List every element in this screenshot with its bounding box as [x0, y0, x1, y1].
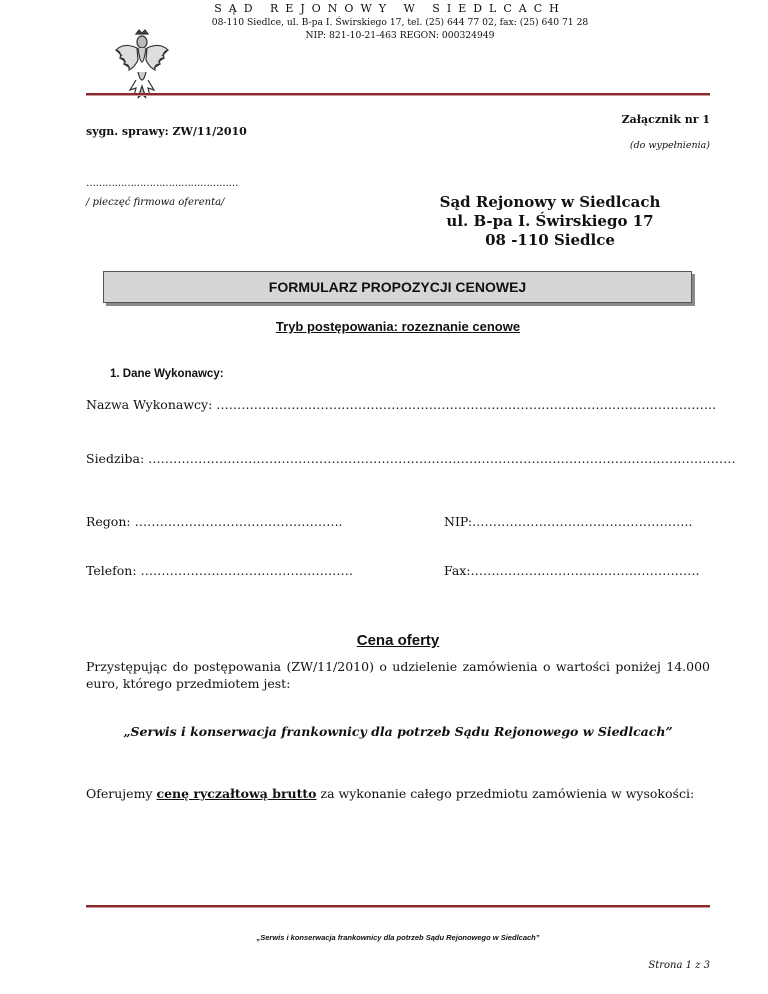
offer-text-after: za wykonanie całego przedmiotu zamówienia w wysokości: [316, 786, 695, 801]
polish-eagle-emblem-icon [112, 28, 172, 100]
court-name-header: SĄD REJONOWY W SIEDLCACH [214, 2, 566, 15]
stamp-dots: ………………………………………… [86, 178, 238, 189]
recipient-line-2: ul. B-pa I. Świrskiego 17 [446, 212, 654, 230]
offer-emphasis: cenę ryczałtową brutto [156, 786, 317, 801]
order-subject: „Serwis i konserwacja frankownicy dla potrzeb Sądu Rejonowego w Siedlcach” [123, 724, 673, 739]
offer-text-before: Oferujemy [86, 786, 157, 801]
header-rule [86, 93, 710, 96]
field-phone[interactable]: Telefon: …………………………………………… [86, 563, 354, 578]
form-title-box [103, 271, 692, 303]
recipient-line-3: 08 -110 Siedlce [485, 231, 615, 249]
footer-rule [86, 905, 710, 908]
field-fax[interactable]: Fax:………………………………………………. [444, 563, 700, 578]
form-title: FORMULARZ PROPOZYCJI CENOWEJ [268, 279, 527, 295]
footer-subject: „Serwis i konserwacja frankownicy dla potrzeb Sądu Rejonowego w Siedlcach” [256, 933, 540, 942]
page-number: Strona 1 z 3 [648, 960, 710, 971]
attachment-label: Załącznik nr 1 [621, 113, 710, 126]
price-heading: Cena oferty [356, 632, 440, 649]
field-seat[interactable]: Siedziba: …………………………………………………………………………………………………………………………… [86, 451, 736, 466]
field-nip[interactable]: NIP:…………………………………………….. [444, 514, 693, 529]
case-number: sygn. sprawy: ZW/11/2010 [86, 125, 247, 138]
field-regon[interactable]: Regon: ………………………………………….. [86, 514, 343, 529]
recipient-line-1: Sąd Rejonowy w Siedlcach [439, 193, 661, 211]
offer-line [86, 786, 694, 801]
section-contractor-heading: 1. Dane Wykonawcy: [110, 368, 224, 380]
intro-paragraph: Przystępując do postępowania (ZW/11/2010) o udzielenie zamówienia o wartości poniżej 14.000 euro, którego przedmiotem jest: [86, 659, 710, 691]
field-contractor-name[interactable]: Nazwa Wykonawcy: ………………………………………………………………………………………………………… [86, 397, 717, 412]
court-address: 08-110 Siedlce, ul. B-pa I. Świrskiego 17, tel. (25) 644 77 02, fax: (25) 640 71 28 [211, 17, 589, 28]
procedure-type: Tryb postępowania: rozeznanie cenowe [275, 319, 521, 334]
to-fill-note: (do wypełnienia) [629, 140, 710, 151]
court-ids: NIP: 821-10-21-463 REGON: 000324949 [305, 30, 495, 41]
stamp-caption: / pieczęć firmowa oferenta/ [86, 197, 225, 208]
